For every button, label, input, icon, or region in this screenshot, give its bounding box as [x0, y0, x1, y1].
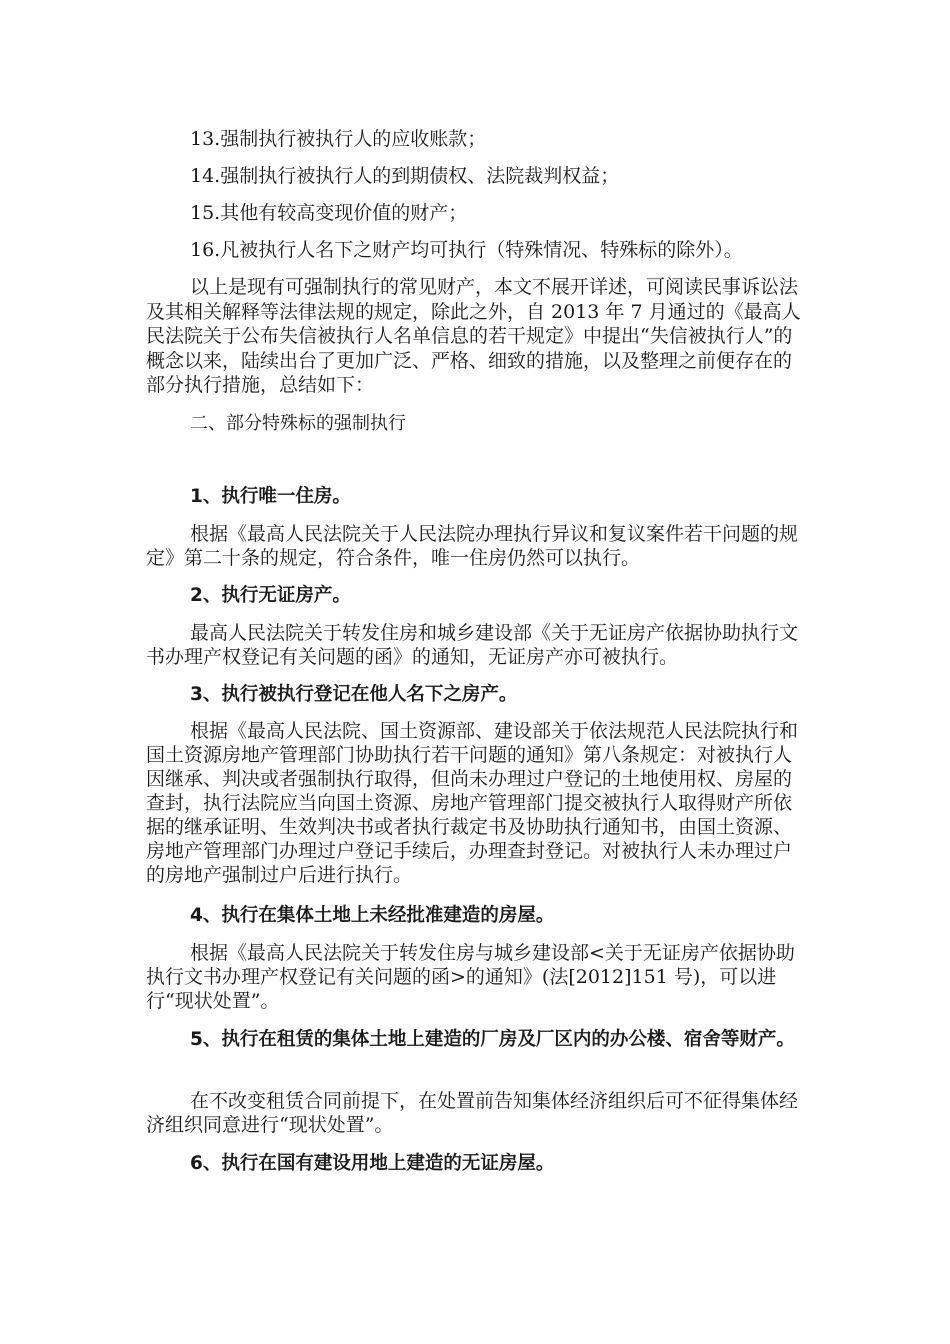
item-5-body: 在不改变租赁合同前提下，在处置前告知集体经济组织后可不征得集体经济组织同意进行“现状处置”。: [146, 1090, 799, 1136]
intro-paragraph: 以上是现有可强制执行的常见财产，本文不展开详述，可阅读民事诉讼法及其相关解释等法律法规的规定，除此之外，自 2013 年 7 月通过的《最高人民法院关于公布失信被执行人名单信息的若干规定》中提出“失信被执行人”的概念以来，陆续出台了更加广泛、严格、细致的措施，以及整理之前便存在的部分执行措施，总结如下：: [146, 276, 801, 396]
list-item-13: 13.强制执行被执行人的应收账款；: [190, 128, 487, 150]
item-2-body: 最高人民法院关于转发住房和城乡建设部《关于无证房产依据协助执行文书办理产权登记有关问题的函》的通知，无证房产亦可被执行。: [146, 622, 799, 668]
list-item-14: 14.强制执行被执行人的到期债权、法院裁判权益；: [190, 165, 620, 187]
list-item-16: 16.凡被执行人名下之财产均可执行（特殊情况、特殊标的除外）。: [190, 239, 743, 261]
item-6-heading: 6、执行在国有建设用地上建造的无证房屋。: [190, 1153, 555, 1174]
item-2-heading: 2、执行无证房产。: [190, 585, 351, 606]
section-heading: 二、部分特殊标的强制执行: [190, 413, 406, 434]
item-4-body: 根据《最高人民法院关于转发住房与城乡建设部<关于无证房产依据协助执行文书办理产权登记有关问题的函>的通知》(法[2012]151 号)，可以进行“现状处置”。: [146, 942, 795, 1012]
item-5-heading: 5、执行在租赁的集体土地上建造的厂房及厂区内的办公楼、宿舍等财产。: [190, 1029, 795, 1050]
item-1-body: 根据《最高人民法院关于人民法院办理执行异议和复议案件若干问题的规定》第二十条的规定，符合条件，唯一住房仍然可以执行。: [146, 523, 799, 569]
item-3-heading: 3、执行被执行登记在他人名下之房产。: [190, 684, 518, 705]
item-3-body: 根据《最高人民法院、国土资源部、建设部关于依法规范人民法院执行和国土资源房地产管理部门协助执行若干问题的通知》第八条规定：对被执行人因继承、判决或者强制执行取得，但尚未办理过户登记的土地使用权、房屋的查封，执行法院应当向国土资源、房地产管理部门提交被执行人取得财产所依据的继承证明、生效判决书或者执行裁定书及协助执行通知书，由国土资源、房地产管理部门办理过户登记手续后，办理查封登记。对被执行人未办理过户的房地产强制过户后进行执行。: [146, 720, 799, 886]
item-1-heading: 1、执行唯一住房。: [190, 486, 351, 507]
item-4-heading: 4、执行在集体土地上未经批准建造的房屋。: [190, 905, 555, 926]
list-item-15: 15.其他有较高变现价值的财产；: [190, 202, 468, 224]
